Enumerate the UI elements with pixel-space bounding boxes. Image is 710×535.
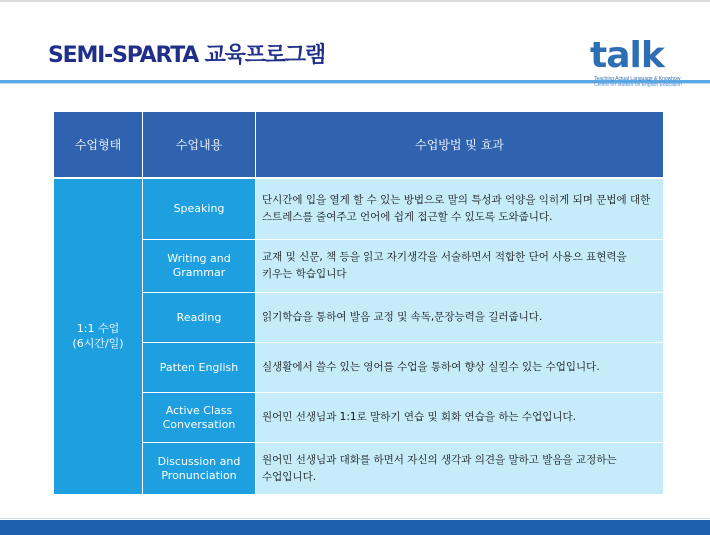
- method-cell: 단시간에 입을 열게 할 수 있는 방법으로 말의 특성과 억양을 익히게 되며 문법에 대한 스트레스를 줄여주고 언어에 쉽게 접근할 수 있도록 도와줍니다.: [256, 178, 664, 240]
- content-cell: Speaking: [143, 178, 256, 240]
- format-hours: (6시간/일): [72, 337, 124, 351]
- content-cell: Discussion and Pronunciation: [143, 443, 256, 495]
- table-row: [54, 393, 664, 443]
- content-cell: Patten English: [143, 343, 256, 393]
- program-table: [53, 111, 664, 495]
- top-divider: [0, 0, 710, 2]
- table-header-row: [54, 112, 664, 178]
- format-label: 1:1 수업: [76, 322, 120, 336]
- method-cell: 실생활에서 쓸수 있는 영어를 수업을 통하여 향상 실킬수 있는 수업입니다.: [256, 343, 664, 393]
- logo-subtagline: Centre for studies on English Education: [594, 82, 682, 88]
- footer-bar: [0, 520, 710, 535]
- table-row: [54, 178, 664, 240]
- method-cell: 읽기학습을 통하여 발음 교정 및 속독,문장능력을 길러줍니다.: [256, 293, 664, 343]
- format-cell: [54, 178, 143, 495]
- table-row: [54, 443, 664, 495]
- content-cell: Reading: [143, 293, 256, 343]
- table-row: [54, 343, 664, 393]
- content-cell: Active Class Conversation: [143, 393, 256, 443]
- logo-tagline: Teaching Actual Language & Knowhow: [594, 76, 681, 82]
- logo-wordmark: talk: [590, 35, 664, 76]
- content-cell: Writing and Grammar: [143, 240, 256, 293]
- table-row: [54, 293, 664, 343]
- table-row: [54, 240, 664, 293]
- method-cell: 원어민 선생님과 대화를 하면서 자신의 생각과 의견을 말하고 발음을 교정하는 수업입니다.: [256, 443, 664, 495]
- method-cell: 원어민 선생님과 1:1로 말하기 연습 및 회화 연습을 하는 수업입니다.: [256, 393, 664, 443]
- header-content: 수업내용: [143, 112, 256, 178]
- header-format: 수업형태: [54, 112, 143, 178]
- method-cell: 교재 및 신문, 책 등을 읽고 자기생각을 서술하면서 적합한 단어 사용으 표현력을 키우는 학습입니다: [256, 240, 664, 293]
- footer-divider: [0, 518, 710, 519]
- talk-logo: [590, 35, 690, 90]
- slide-title: SEMI-SPARTA 교육프로그램: [48, 43, 325, 68]
- header-method: 수업방법 및 효과: [256, 112, 664, 178]
